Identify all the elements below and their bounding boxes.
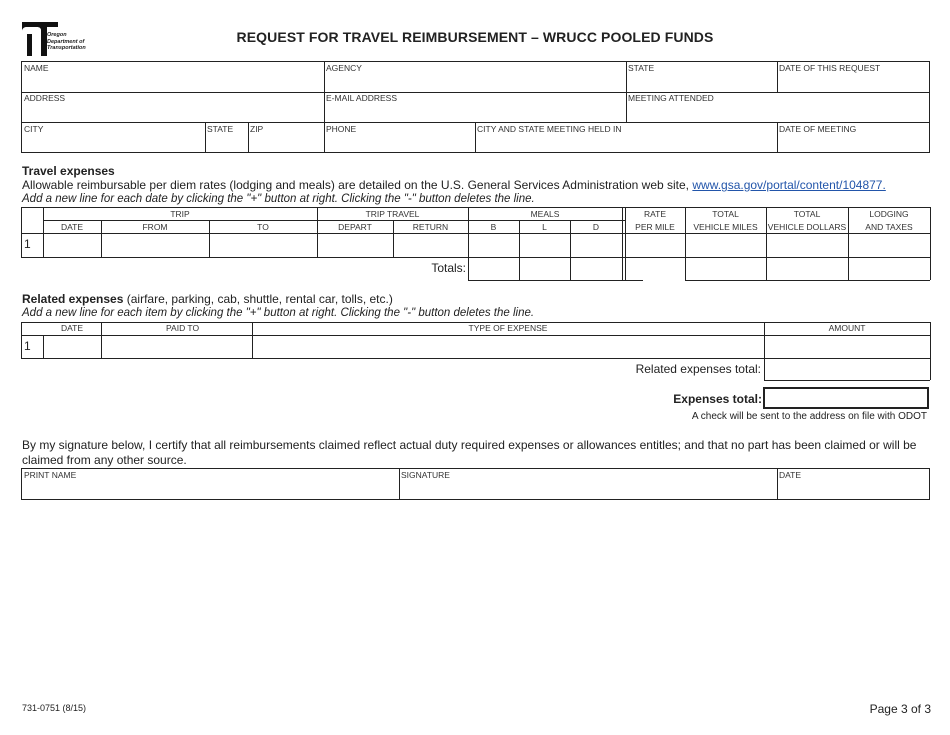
address-label: ADDRESS [24, 93, 66, 103]
vehicle-miles-total [686, 258, 766, 280]
certification-statement: By my signature below, I certify that all reimbursements claimed reflect actual duty required expenses or allowances entitles; and that no part has been claimed or will be claimed from any other source. [22, 438, 917, 467]
meeting-date-field[interactable] [778, 134, 928, 151]
expense-type-input[interactable] [253, 336, 764, 357]
vehicle-dollars-total [767, 258, 848, 280]
depart-column-header: DEPART [338, 222, 372, 232]
related-instruction: Add a new line for each item by clicking the "+" button at right. Clicking the "-" button deletes the line. [22, 307, 535, 319]
name-field[interactable] [23, 73, 323, 91]
related-row-number: 1 [24, 339, 31, 353]
rate-header-2: PER MILE [635, 222, 675, 232]
lodging-header-1: LODGING [869, 209, 909, 219]
meeting-location-label: CITY AND STATE MEETING HELD IN [477, 124, 622, 134]
vehicle-miles-input[interactable] [686, 234, 766, 256]
travel-expenses-table [21, 207, 930, 280]
paid-to-header: PAID TO [166, 323, 200, 333]
related-total-field [765, 359, 930, 380]
paid-to-input[interactable] [102, 336, 252, 357]
request-date-field[interactable] [778, 73, 928, 91]
dinner-total [571, 258, 622, 280]
agency-label: AGENCY [326, 63, 362, 73]
zip-label: ZIP [250, 124, 264, 134]
print-name-field[interactable] [23, 480, 398, 498]
return-column-header: RETURN [412, 222, 449, 232]
signature-label: SIGNATURE [401, 470, 450, 480]
signature-date-field[interactable] [778, 480, 928, 498]
expenses-total-field [765, 389, 927, 407]
meals-group-header: MEALS [530, 209, 560, 219]
related-expenses-heading: Related expenses (airfare, parking, cab, shuttle, rental car, tolls, etc.) [22, 292, 393, 306]
lodging-total [849, 258, 930, 280]
amount-input[interactable] [765, 336, 930, 357]
lodging-header-2: AND TAXES [865, 222, 913, 232]
name-label: NAME [24, 63, 49, 73]
total-dollars-header-2: VEHICLE DOLLARS [767, 222, 847, 232]
dinner-column-header: D [592, 222, 600, 232]
per-diem-description: Allowable reimbursable per diem rates (lodging and meals) are detailed on the U.S. General Services Administration web site, www.gsa.gov/portal/content/104877. [22, 178, 886, 192]
page-number: Page 3 of 3 [869, 702, 931, 716]
agency-field[interactable] [325, 73, 625, 91]
related-date-input[interactable] [44, 336, 101, 357]
vehicle-dollars-input[interactable] [767, 234, 848, 256]
request-date-label: DATE OF THIS REQUEST [779, 63, 881, 73]
expense-type-header: TYPE OF EXPENSE [468, 323, 548, 333]
meeting-date-label: DATE OF MEETING [779, 124, 857, 134]
breakfast-column-header: B [490, 222, 497, 232]
phone-field[interactable] [325, 134, 474, 151]
total-miles-header-1: TOTAL [712, 209, 739, 219]
gsa-link[interactable]: www.gsa.gov/portal/content/104877. [692, 178, 886, 192]
email-field[interactable] [325, 103, 625, 121]
expenses-total-label: Expenses total: [673, 392, 762, 406]
signature-grid [21, 468, 930, 500]
travel-expenses-heading: Travel expenses [22, 164, 115, 178]
phone-label: PHONE [326, 124, 357, 134]
return-input[interactable] [394, 234, 468, 256]
city-label: CITY [24, 124, 44, 134]
from-column-header: FROM [142, 222, 168, 232]
zip-field[interactable] [249, 134, 323, 151]
city-field[interactable] [23, 134, 204, 151]
signature-date-label: DATE [779, 470, 802, 480]
travel-from-input[interactable] [102, 234, 209, 256]
agency-name: Oregon Department of Transportation [47, 32, 86, 51]
rate-per-mile-input[interactable] [626, 234, 685, 256]
related-total-label: Related expenses total: [635, 362, 761, 376]
form-number: 731-0751 (8/15) [22, 703, 87, 713]
totals-label: Totals: [431, 261, 466, 275]
date-column-header: DATE [60, 222, 84, 232]
state-field[interactable] [627, 73, 776, 91]
page-title: REQUEST FOR TRAVEL REIMBURSEMENT – WRUCC POOLED FUNDS [236, 29, 714, 45]
meeting-attended-field[interactable] [627, 103, 928, 121]
total-miles-header-2: VEHICLE MILES [693, 222, 758, 232]
lunch-total [520, 258, 570, 280]
lunch-column-header: L [542, 222, 547, 232]
amount-header: AMOUNT [828, 323, 866, 333]
requester-info-grid [21, 61, 930, 153]
email-label: E-MAIL ADDRESS [326, 93, 398, 103]
depart-input[interactable] [318, 234, 393, 256]
related-date-header: DATE [60, 323, 84, 333]
address-field[interactable] [23, 103, 323, 121]
lodging-input[interactable] [849, 234, 930, 256]
total-dollars-header-1: TOTAL [793, 209, 821, 219]
travel-row-number: 1 [24, 237, 31, 251]
breakfast-total [469, 258, 519, 280]
travel-instruction: Add a new line for each date by clicking the "+" button at right. Clicking the "-" button deletes the line. [22, 193, 535, 205]
meeting-location-field[interactable] [476, 134, 776, 151]
signature-field[interactable] [400, 480, 776, 498]
trip-group-header: TRIP [170, 209, 190, 219]
state2-label: STATE [207, 124, 234, 134]
travel-to-input[interactable] [210, 234, 317, 256]
state2-field[interactable] [206, 134, 247, 151]
rate-header-1: RATE [643, 209, 667, 219]
meeting-attended-label: MEETING ATTENDED [628, 93, 714, 103]
related-expenses-table [21, 322, 930, 382]
lunch-input[interactable] [520, 234, 570, 256]
trip-travel-group-header: TRIP TRAVEL [365, 209, 420, 219]
breakfast-input[interactable] [469, 234, 519, 256]
travel-date-input[interactable] [44, 234, 101, 256]
dinner-input[interactable] [571, 234, 622, 256]
to-column-header: TO [257, 222, 269, 232]
state-label: STATE [628, 63, 655, 73]
check-note: A check will be sent to the address on file with ODOT [691, 411, 927, 422]
print-name-label: PRINT NAME [24, 470, 77, 480]
